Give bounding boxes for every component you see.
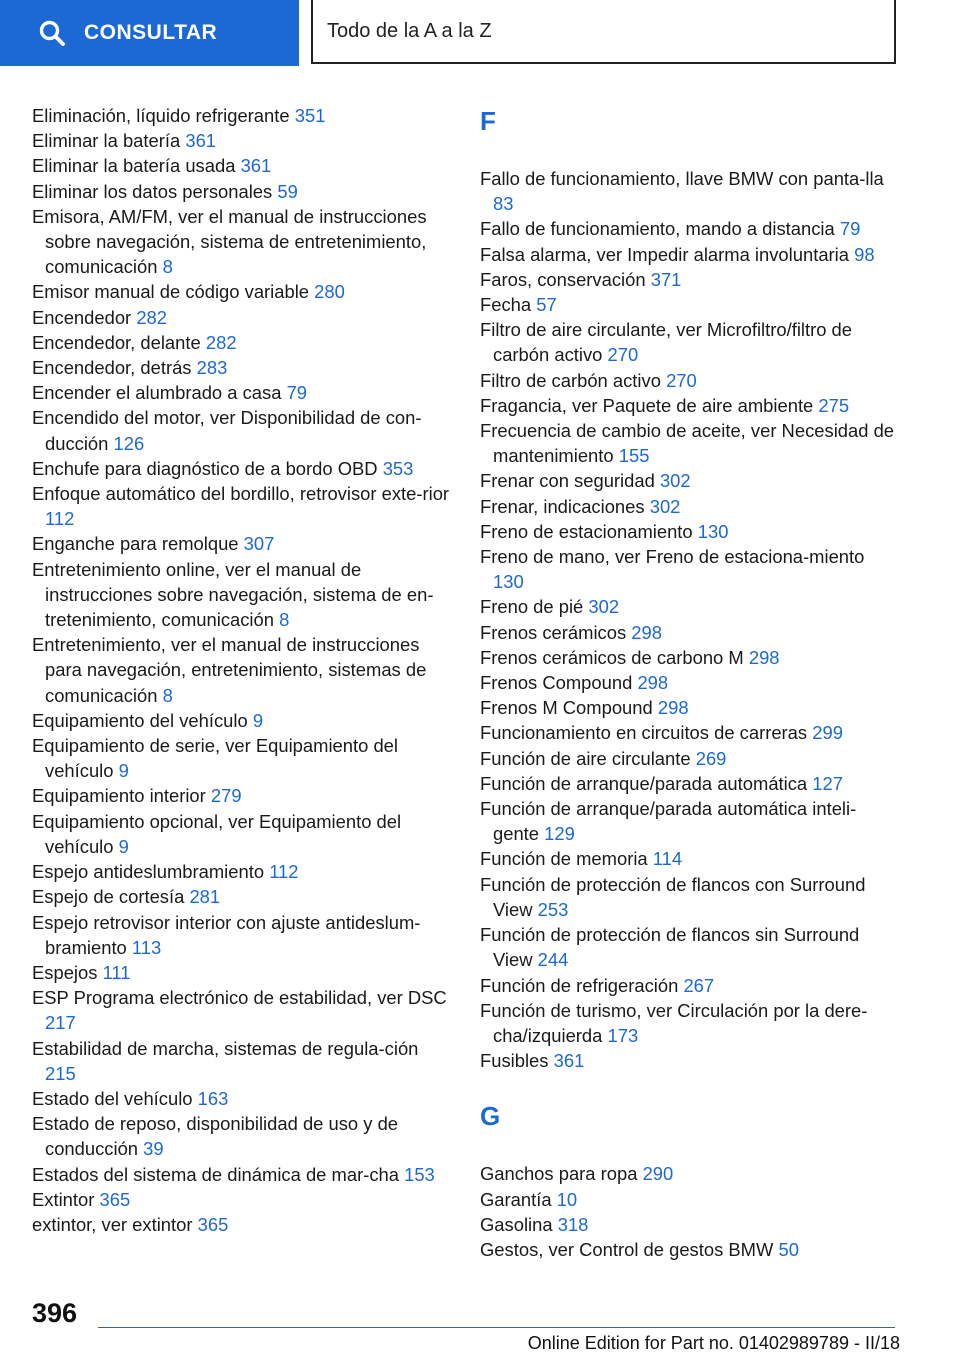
- index-entry-term: Espejo antideslumbramiento: [32, 861, 265, 883]
- index-entry: [480, 796, 900, 846]
- index-entry: [480, 519, 900, 544]
- index-entry-page-link[interactable]: 361: [185, 130, 217, 152]
- index-entry: [480, 620, 900, 645]
- index-entry-page-link[interactable]: 244: [537, 949, 569, 971]
- index-entry-term: Función de arranque/parada automática: [480, 772, 808, 794]
- index-entry-term: Fecha: [480, 294, 532, 316]
- index-entry-page-link[interactable]: 50: [778, 1238, 799, 1260]
- index-entry-page-link[interactable]: 270: [666, 369, 697, 391]
- index-entry-term: Fallo de funcionamiento, llave BMW con panta‐lla: [480, 168, 884, 189]
- index-entry-page-link[interactable]: 155: [618, 445, 650, 467]
- index-entry: [480, 216, 900, 241]
- index-entry: [480, 544, 900, 594]
- consult-button[interactable]: [0, 0, 299, 66]
- index-entry-page-link[interactable]: 111: [102, 961, 131, 983]
- index-entry: [480, 645, 900, 670]
- index-entry: [32, 1086, 452, 1111]
- index-entry-page-link[interactable]: 302: [588, 596, 620, 618]
- section-f-entries: [480, 166, 900, 1073]
- index-entry-page-link[interactable]: 269: [695, 747, 727, 769]
- index-entry: [32, 1111, 452, 1161]
- index-entry-term: Freno de pié: [480, 596, 584, 618]
- index-entry-page-link[interactable]: 129: [544, 823, 575, 845]
- index-entry-page-link[interactable]: 39: [143, 1138, 164, 1160]
- index-entry-term: Emisora, AM/FM, ver el manual de instrucciones sobre navegación, sistema de entretenimiento, comunicación: [32, 205, 427, 278]
- index-entry-page-link[interactable]: 9: [118, 835, 129, 857]
- index-entry-page-link[interactable]: 127: [812, 772, 843, 794]
- index-entry-page-link[interactable]: 153: [404, 1163, 435, 1185]
- index-entry-term: Función de protección de flancos sin Surround View: [480, 924, 860, 971]
- index-entry-term: Extintor: [32, 1188, 95, 1210]
- index-entry: [32, 1036, 452, 1086]
- index-entry-page-link[interactable]: 361: [240, 155, 272, 177]
- index-entry-term: Encendido del motor, ver Disponibilidad de con‐ducción: [32, 407, 422, 454]
- index-entry-page-link[interactable]: 353: [382, 457, 414, 479]
- index-entry-term: Equipamiento de serie, ver Equipamiento del vehículo: [32, 735, 398, 782]
- index-entry-page-link[interactable]: 163: [197, 1087, 229, 1109]
- index-entry-term: Espejo retrovisor interior con ajuste antideslum‐bramiento: [32, 911, 421, 958]
- index-entry: [32, 985, 452, 1035]
- index-entry-term: Estabilidad de marcha, sistemas de regula‐ción: [32, 1037, 419, 1059]
- index-entry-term: Gasolina: [480, 1213, 553, 1235]
- index-entry-term: Encendedor: [32, 306, 132, 328]
- index-entry-term: Frenos Compound: [480, 672, 633, 694]
- header-bar: [0, 0, 960, 66]
- index-entry-page-link[interactable]: 307: [243, 533, 275, 555]
- index-entry-term: Función de protección de flancos con Surround View: [480, 873, 866, 920]
- index-entry-page-link[interactable]: 282: [205, 331, 237, 353]
- index-entry-term: Ganchos para ropa: [480, 1163, 638, 1185]
- index-entry-term: Frenos M Compound: [480, 697, 653, 719]
- index-entry-term: Función de aire circulante: [480, 747, 691, 769]
- index-entry-term: ESP Programa electrónico de estabilidad, ver DSC: [32, 987, 447, 1009]
- index-entry: [32, 884, 452, 909]
- index-entry: [480, 1187, 900, 1212]
- index-entry-page-link[interactable]: 281: [189, 886, 221, 908]
- index-entry-page-link[interactable]: 173: [607, 1024, 639, 1046]
- index-entry-term: Encendedor, detrás: [32, 357, 192, 379]
- index-entry: [480, 973, 900, 998]
- index-entry: [480, 771, 900, 796]
- index-entry-term: Entretenimiento online, ver el manual de instrucciones sobre navegación, sistema de en‐tretenimiento, comunicación: [32, 558, 434, 631]
- index-entry-term: Espejo de cortesía: [32, 886, 185, 908]
- index-entry-term: Eliminar los datos personales: [32, 180, 273, 202]
- search-icon: [38, 19, 66, 47]
- index-entry-term: Filtro de carbón activo: [480, 369, 661, 391]
- index-entry: [480, 846, 900, 871]
- index-entry-term: Enchufe para diagnóstico de a bordo OBD: [32, 457, 378, 479]
- index-entry-term: Estados del sistema de dinámica de mar‐cha: [32, 1163, 399, 1185]
- index-entry-term: Estado de reposo, disponibilidad de uso y de conducción: [32, 1113, 399, 1160]
- index-entry-page-link[interactable]: 253: [537, 898, 569, 920]
- index-entry: [480, 1212, 900, 1237]
- index-entry: [480, 720, 900, 745]
- index-entry-page-link[interactable]: 365: [99, 1188, 131, 1210]
- index-entry-term: Equipamiento opcional, ver Equipamiento del vehículo: [32, 810, 402, 857]
- index-entry: [32, 153, 452, 178]
- index-entry-page-link[interactable]: 302: [659, 470, 691, 492]
- index-entry-page-link[interactable]: 126: [113, 432, 145, 454]
- index-entry: [32, 481, 452, 531]
- index-entry: [480, 368, 900, 393]
- index-entry-term: Estado del vehículo: [32, 1087, 193, 1109]
- index-entry-page-link[interactable]: 302: [649, 495, 681, 517]
- index-entry: [32, 809, 452, 859]
- index-entry-page-link[interactable]: 299: [812, 722, 843, 744]
- index-entry-page-link[interactable]: 282: [136, 306, 167, 328]
- index-entry-term: Equipamiento del vehículo: [32, 709, 248, 731]
- index-entry-term: Eliminar la batería: [32, 130, 181, 152]
- index-entry-page-link[interactable]: 217: [45, 1012, 76, 1034]
- index-entry: [32, 1187, 452, 1212]
- index-entry: [480, 1048, 900, 1073]
- index-entry-page-link[interactable]: 112: [45, 508, 75, 530]
- index-entry-page-link[interactable]: 283: [196, 357, 228, 379]
- index-entry-page-link[interactable]: 267: [683, 974, 715, 996]
- index-entry: [480, 267, 900, 292]
- section-letter-g: G: [480, 1101, 501, 1132]
- index-entry: [480, 695, 900, 720]
- index-entry-page-link[interactable]: 290: [642, 1163, 674, 1185]
- index-entry-term: Gestos, ver Control de gestos BMW: [480, 1238, 774, 1260]
- index-entry-term: Fragancia, ver Paquete de aire ambiente: [480, 394, 814, 416]
- index-entry: [32, 456, 452, 481]
- index-entry-page-link[interactable]: 130: [697, 520, 729, 542]
- index-entry-page-link[interactable]: 10: [556, 1188, 578, 1210]
- index-entry-term: Filtro de aire circulante, ver Microfiltro/filtro de carbón activo: [480, 319, 853, 366]
- index-entry: [32, 733, 452, 783]
- index-entry: [32, 380, 452, 405]
- index-entry-page-link[interactable]: 8: [279, 609, 290, 631]
- index-entry-page-link[interactable]: 112: [269, 861, 299, 883]
- index-entry-term: Función de refrigeración: [480, 974, 679, 996]
- index-entry: [32, 204, 452, 280]
- index-entry-page-link[interactable]: 9: [252, 709, 264, 731]
- index-entry-page-link[interactable]: 98: [854, 243, 875, 265]
- index-entry: [32, 557, 452, 633]
- index-entry: [480, 1237, 900, 1262]
- index-entry-page-link[interactable]: 79: [839, 218, 861, 240]
- index-entry-page-link[interactable]: 9: [118, 760, 129, 782]
- index-entry-term: Fallo de funcionamiento, mando a distancia: [480, 218, 835, 240]
- index-entry: [32, 859, 452, 884]
- index-entry: [32, 708, 452, 733]
- index-entry-term: Frenar, indicaciones: [480, 495, 645, 517]
- index-entry-page-link[interactable]: 318: [557, 1213, 589, 1235]
- index-entry: [480, 242, 900, 267]
- index-entry: [32, 330, 452, 355]
- footer-divider: [98, 1327, 895, 1328]
- index-entry-term: Frecuencia de cambio de aceite, ver Necesidad de mantenimiento: [480, 420, 895, 467]
- index-entry-term: Función de memoria: [480, 848, 648, 870]
- footer-edition: Online Edition for Part no. 01402989789 - II/18: [527, 1333, 900, 1353]
- index-entry: [480, 166, 900, 216]
- index-entry-term: Emisor manual de código variable: [32, 281, 310, 303]
- index-entry-page-link[interactable]: 371: [650, 268, 682, 290]
- index-entry: [480, 393, 900, 418]
- index-entry: [480, 418, 900, 468]
- index-entry-page-link[interactable]: 270: [607, 344, 639, 366]
- index-entry-page-link[interactable]: 365: [197, 1213, 229, 1235]
- index-entry-page-link[interactable]: 275: [818, 394, 850, 416]
- page-number: 396: [32, 1298, 78, 1328]
- index-entry-page-link[interactable]: 8: [162, 684, 173, 706]
- index-entry-page-link[interactable]: 280: [314, 281, 345, 303]
- index-entry-page-link[interactable]: 361: [553, 1050, 585, 1072]
- index-entry: [32, 910, 452, 960]
- index-entry-term: Frenos cerámicos: [480, 621, 627, 643]
- section-g-entries: [480, 1161, 900, 1262]
- index-entry: [32, 960, 452, 985]
- index-entry: [32, 1212, 452, 1237]
- index-entry: [480, 494, 900, 519]
- index-entry-page-link[interactable]: 79: [286, 382, 308, 404]
- index-entry-term: Función de turismo, ver Circulación por la dere‐cha/izquierda: [480, 999, 868, 1046]
- index-entry-page-link[interactable]: 8: [162, 256, 173, 278]
- index-entry-term: Garantía: [480, 1188, 552, 1210]
- index-entry-term: Encendedor, delante: [32, 331, 201, 353]
- index-entry: [480, 998, 900, 1048]
- index-entry-term: extintor, ver extintor: [32, 1213, 193, 1235]
- index-entry-page-link[interactable]: 130: [493, 571, 524, 593]
- index-entry-page-link[interactable]: 298: [631, 621, 662, 643]
- index-entry-page-link[interactable]: 83: [493, 193, 514, 215]
- tab-a-to-z-label: Todo de la A a la Z: [327, 19, 492, 42]
- index-entry-term: Frenos cerámicos de carbono M: [480, 646, 744, 668]
- index-entry: [32, 783, 452, 808]
- index-entry: [32, 279, 452, 304]
- consult-label: CONSULTAR: [84, 21, 218, 44]
- index-entry: [32, 355, 452, 380]
- index-entry: [480, 594, 900, 619]
- index-entry-term: Espejos: [32, 961, 98, 983]
- tab-a-to-z[interactable]: [311, 0, 896, 64]
- index-entry-term: Funcionamiento en circuitos de carreras: [480, 722, 808, 744]
- index-entry-page-link[interactable]: 279: [210, 785, 242, 807]
- index-entry-page-link[interactable]: 113: [131, 936, 162, 958]
- index-entry-term: Freno de mano, ver Freno de estaciona‐miento: [480, 546, 865, 568]
- index-entry-term: Falsa alarma, ver Impedir alarma involuntaria: [480, 243, 849, 265]
- index-entry-term: Frenar con seguridad: [480, 470, 655, 492]
- index-entry-page-link[interactable]: 114: [652, 848, 683, 870]
- index-entry: [32, 632, 452, 708]
- index-entry: [480, 670, 900, 695]
- index-column-right: [480, 103, 900, 1262]
- index-entry-term: Enganche para remolque: [32, 533, 239, 555]
- index-entry-page-link[interactable]: 298: [748, 646, 780, 668]
- index-entry: [32, 1162, 452, 1187]
- index-entry-page-link[interactable]: 298: [637, 672, 669, 694]
- index-entry: [32, 179, 452, 204]
- index-entry: [480, 746, 900, 771]
- index-entry: [32, 405, 452, 455]
- index-entry-page-link[interactable]: 59: [277, 180, 298, 202]
- index-entry: [32, 128, 452, 153]
- index-entry: [32, 103, 452, 128]
- index-entry-page-link[interactable]: 57: [536, 294, 557, 316]
- index-entry-term: Función de arranque/parada automática inteli‐gente: [480, 798, 857, 845]
- index-column-left: [32, 103, 452, 1237]
- index-entry: [480, 292, 900, 317]
- index-entry-term: Enfoque automático del bordillo, retrovisor exte‐rior: [32, 483, 450, 505]
- index-entry-term: Equipamiento interior: [32, 785, 206, 807]
- index-entry-term: Encender el alumbrado a casa: [32, 382, 282, 404]
- section-letter-f: F: [480, 106, 496, 136]
- index-entry-term: Entretenimiento, ver el manual de instrucciones para navegación, entretenimiento, sistemas de comunicación: [32, 634, 427, 706]
- index-entry: [480, 468, 900, 493]
- index-entry: [480, 922, 900, 972]
- index-entry-term: Freno de estacionamiento: [480, 520, 693, 542]
- index-entry: [32, 531, 452, 556]
- index-entry: [480, 872, 900, 922]
- index-entry-page-link[interactable]: 215: [45, 1062, 76, 1084]
- index-entry-page-link[interactable]: 298: [657, 697, 689, 719]
- index-entry-term: Eliminar la batería usada: [32, 155, 236, 177]
- index-entry-term: Fusibles: [480, 1050, 549, 1072]
- index-entry: [32, 305, 452, 330]
- index-entry: [480, 1161, 900, 1186]
- index-entry-page-link[interactable]: 351: [294, 105, 326, 126]
- index-entry-term: Faros, conservación: [480, 268, 646, 290]
- index-entry-term: Eliminación, líquido refrigerante: [32, 105, 290, 126]
- index-entry: [480, 317, 900, 367]
